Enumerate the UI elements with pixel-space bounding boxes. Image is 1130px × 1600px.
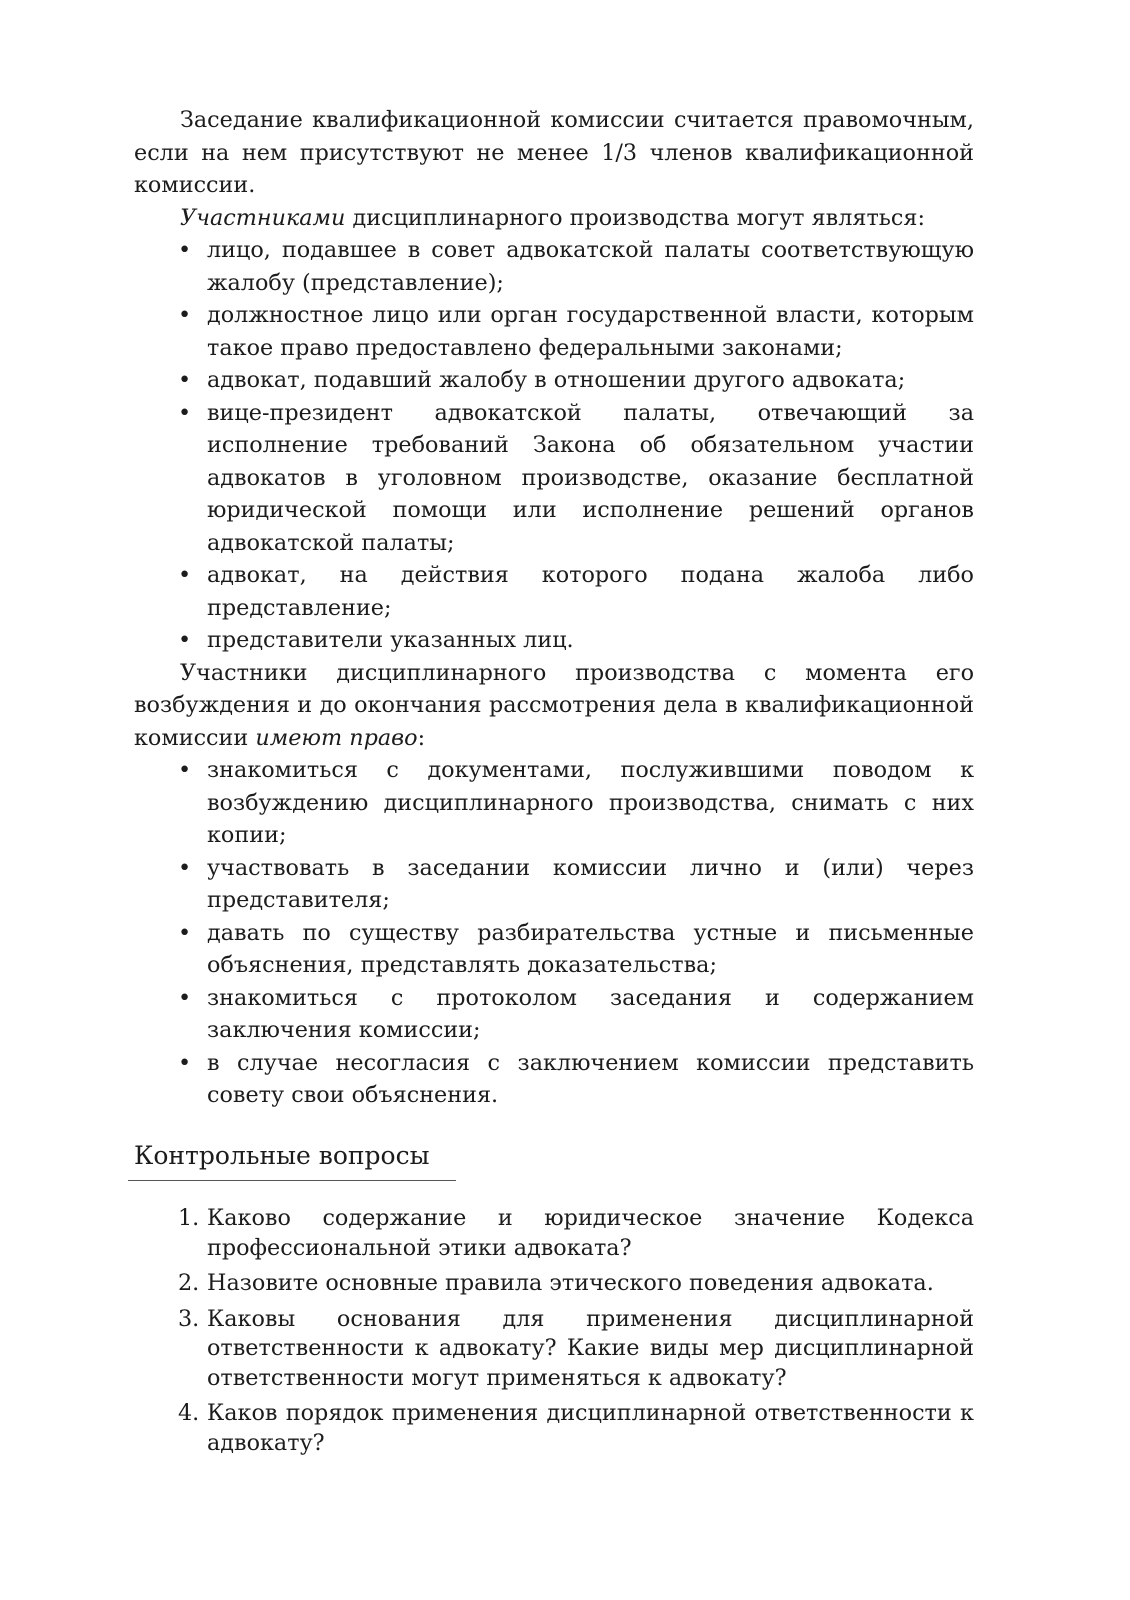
questions-list	[134, 1204, 974, 1458]
list-item: • представители указанных лиц.	[134, 624, 974, 657]
list-item: • знакомиться с документами, послужившими поводом к возбуждению дисциплинарного производства, снимать с них копии;	[134, 754, 974, 852]
heading-underline	[128, 1180, 456, 1181]
list-item: • знакомиться с протоколом заседания и содержанием заключения комиссии;	[134, 982, 974, 1047]
participants-list	[134, 234, 974, 657]
question-text: Каковы основания для применения дисциплинарной ответственности к адвокату? Какие виды мер дисциплинарной ответственности могут применяться к адвокату?	[207, 1305, 974, 1391]
question-text: Каково содержание и юридическое значение Кодекса профессиональной этики адвоката?	[207, 1205, 974, 1261]
list-item: • лицо, подавшее в совет адвокатской палаты соответствующую жалобу (представление);	[134, 234, 974, 299]
rights-list	[134, 754, 974, 1112]
list-item: • в случае несогласия с заключением комиссии представить совету свои объяснения.	[134, 1047, 974, 1112]
list-item: • давать по существу разбирательства устные и письменные объяснения, представлять доказательства;	[134, 917, 974, 982]
question-text: Каков порядок применения дисциплинарной ответственности к адвокату?	[207, 1400, 974, 1456]
question-item	[134, 1399, 974, 1458]
list-item: • адвокат, на действия которого подана жалоба либо представление;	[134, 559, 974, 624]
question-number: 4.	[178, 1400, 200, 1426]
participants-lead-text: дисциплинарного производства могут являться:	[345, 204, 925, 231]
rights-lead-colon: :	[417, 724, 426, 751]
rights-term: имеют право	[255, 724, 418, 751]
question-number: 1.	[178, 1205, 200, 1231]
question-item	[134, 1269, 974, 1299]
participants-lead	[134, 202, 974, 235]
question-number: 2.	[178, 1270, 200, 1296]
question-item	[134, 1204, 974, 1263]
intro-paragraph: Заседание квалификационной комиссии считается правомочным, если на нем присутствуют не менее 1/3 членов квалификационной комиссии.	[134, 107, 974, 198]
list-item: • вице-президент адвокатской палаты, отвечающий за исполнение требований Закона об обязательном участии адвокатов в уголовном производстве, оказание бесплатной юридической помощи или исполнение решений органов адвокатской палаты;	[134, 397, 974, 560]
question-item	[134, 1305, 974, 1394]
list-item: • адвокат, подавший жалобу в отношении другого адвоката;	[134, 364, 974, 397]
question-text: Назовите основные правила этического поведения адвоката.	[207, 1270, 934, 1296]
rights-lead	[134, 657, 974, 755]
list-item: • участвовать в заседании комиссии лично и (или) через представителя;	[134, 852, 974, 917]
section-heading: Контрольные вопросы	[134, 1141, 430, 1170]
main-text	[134, 104, 974, 1112]
list-item: • должностное лицо или орган государственной власти, которым такое право предоставлено федеральными законами;	[134, 299, 974, 364]
review-questions	[134, 1204, 974, 1464]
question-number: 3.	[178, 1305, 200, 1332]
participants-term: Участниками	[180, 204, 346, 231]
rights-lead-text: Участники дисциплинарного производства с момента его возбуждения и до окончания рассмотрения дела в квалификационной комиссии	[134, 659, 974, 751]
